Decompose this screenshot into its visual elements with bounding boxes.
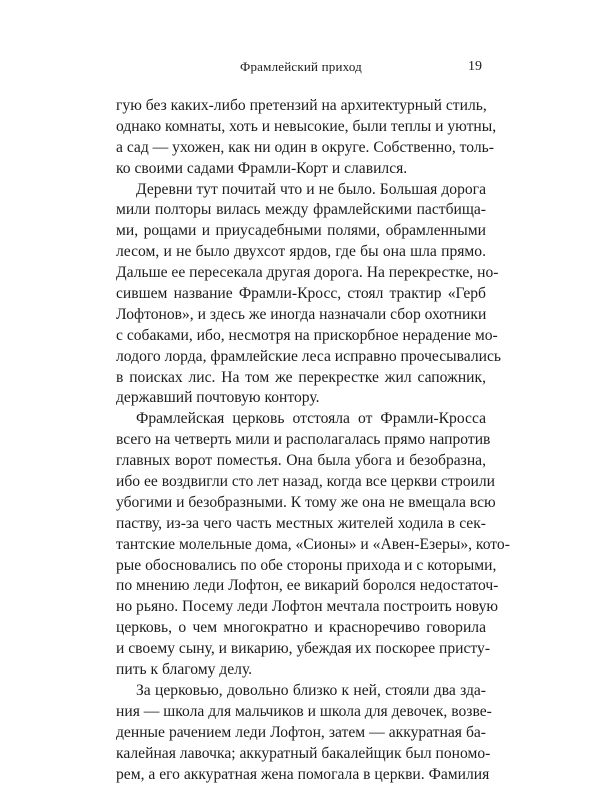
text-line: церковь, о чем многократно и красноречиво говорила [116, 618, 486, 639]
text-line: ибо ее воздвигли сто лет назад, когда все церкви строили [116, 472, 486, 493]
text-line: Дальше ее пересекала другая дорога. На перекрестке, но- [116, 263, 486, 284]
text-line: с собаками, ибо, несмотря на прискорбное нерадение мо- [116, 326, 486, 347]
text-line: однако комнаты, хоть и невысокие, были теплы и уютны, [116, 117, 486, 138]
text-line: всего на четверть мили и располагалась прямо напротив [116, 430, 486, 451]
text-line: калейная лавочка; аккуратный бакалейщик был пономо- [116, 744, 486, 765]
text-line: ния — школа для мальчиков и школа для девочек, возве- [116, 702, 486, 723]
text-line: ми, рощами и приусадебными полями, обрамленными [116, 221, 486, 242]
text-line: рем, а его аккуратная жена помогала в церкви. Фамилия [116, 765, 486, 785]
text-line: лесом, и не было двухсот ярдов, где бы она шла прямо. [116, 242, 486, 263]
text-line: главных ворот поместья. Она была убога и безобразна, [116, 451, 486, 472]
text-line: по мнению леди Лофтон, ее викарий боролся недостаточ- [116, 576, 486, 597]
running-head [116, 57, 486, 77]
text-line: гую без каких-либо претензий на архитектурный стиль, [116, 96, 486, 117]
paragraph-4 [116, 681, 486, 785]
text-line: лодого лорда, фрамлейские леса исправно прочесывались [116, 347, 486, 368]
text-line: паству, из-за чего часть местных жителей ходила в сек- [116, 514, 486, 535]
paragraph-2 [116, 180, 486, 410]
text-line: Деревни тут почитай что и не было. Большая дорога [116, 180, 486, 201]
text-line: мили полторы вилась между фрамлейскими пастбища- [116, 200, 486, 221]
text-line: пить к благому делу. [116, 660, 486, 681]
text-line: За церковью, довольно близко к ней, стояли два зда- [116, 681, 486, 702]
page-number: 19 [468, 57, 482, 77]
text-line: Лофтонов», и здесь же иногда назначали сбор охотники [116, 305, 486, 326]
body-text [116, 96, 486, 785]
text-line: тантские молельные дома, «Сионы» и «Авен-Езеры», кото- [116, 535, 486, 556]
text-line: державший почтовую контору. [116, 388, 486, 409]
paragraph-3 [116, 409, 486, 681]
running-title: Фрамлейский приход [116, 57, 486, 77]
text-line: но рьяно. Посему леди Лофтон мечтала построить новую [116, 597, 486, 618]
text-line: а сад — ухожен, как ни один в округе. Собственно, толь- [116, 138, 486, 159]
text-line: убогими и безобразными. К тому же она не вмещала всю [116, 493, 486, 514]
text-line: в поисках лис. На том же перекрестке жил сапожник, [116, 368, 486, 389]
text-line: ко своими садами Фрамли-Корт и славился. [116, 159, 486, 180]
text-line: рые обосновались по обе стороны прихода и с которыми, [116, 556, 486, 577]
text-line: сившем название Фрамли-Кросс, стоял трактир «Герб [116, 284, 486, 305]
paragraph-1 [116, 96, 486, 180]
text-line: Фрамлейская церковь отстояла от Фрамли-Кросса [116, 409, 486, 430]
text-line: и своему сыну, и викарию, убеждая их поскорее присту- [116, 639, 486, 660]
text-line: денные рачением леди Лофтон, затем — аккуратная ба- [116, 723, 486, 744]
